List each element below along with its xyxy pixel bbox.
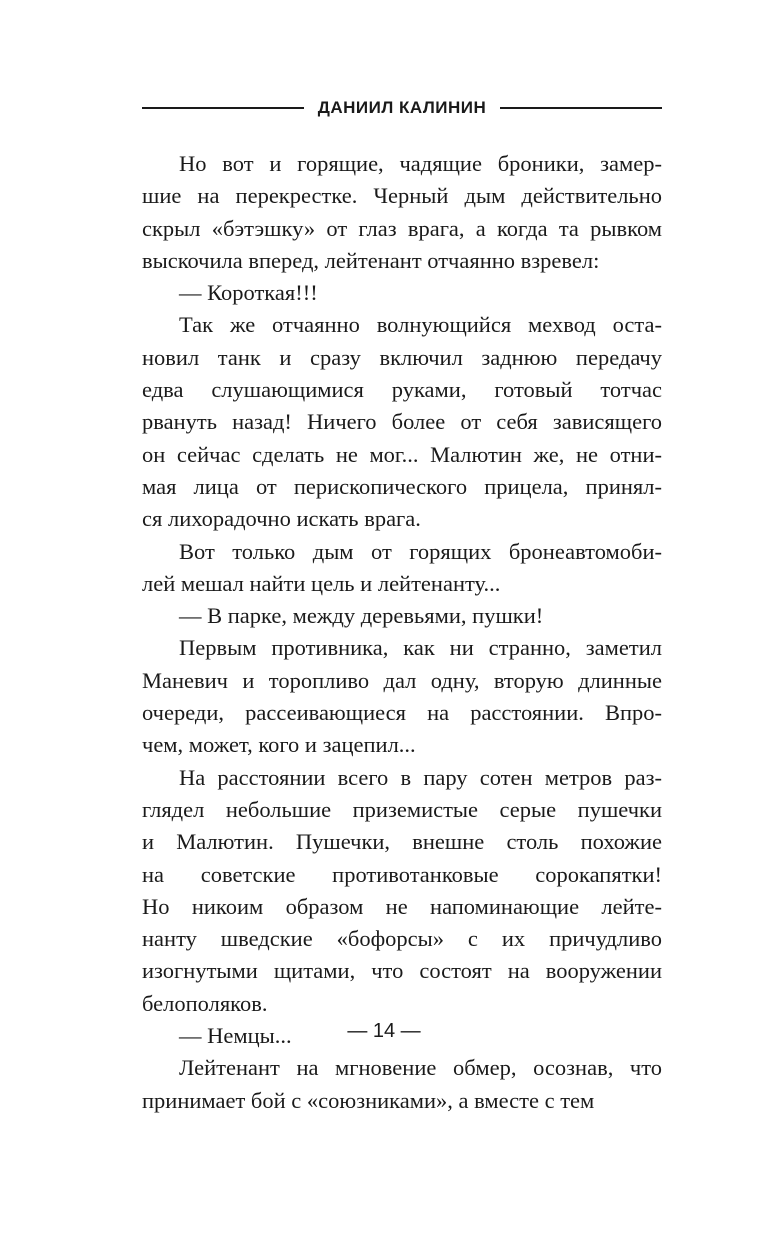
text-line: Так же отчаянно волнующийся мехвод оста-	[179, 312, 662, 338]
body-text	[142, 148, 662, 1117]
text-line: Первым противника, как ни странно, заметил	[179, 635, 662, 661]
text-line: Лейтенант на мгновение обмер, осознав, что	[179, 1055, 662, 1081]
text-line: Маневич и торопливо дал одну, вторую длинные	[142, 667, 662, 693]
text-line: выскочила вперед, лейтенант отчаянно взревел:	[142, 247, 600, 273]
text-line: лей мешал найти цель и лейтенанту...	[142, 570, 501, 596]
text-line: мая лица от перископического прицела, принял-	[142, 473, 662, 499]
text-line: — Короткая!!!	[179, 280, 318, 306]
text-line: едва слушающимися руками, готовый тотчас	[142, 377, 662, 403]
text-line: новил танк и сразу включил заднюю передачу	[142, 344, 662, 370]
text-line: на советские противотанковые сорокапятки!	[142, 861, 662, 887]
header-rule-left	[142, 107, 304, 109]
page-number: — 14 —	[347, 1020, 421, 1042]
text-line: он сейчас сделать не мог... Малютин же, не отни-	[142, 441, 662, 467]
text-line: белополяков.	[142, 990, 268, 1016]
text-line: нанту шведские «бофорсы» с их причудливо	[142, 926, 662, 952]
text-line: шие на перекрестке. Черный дым действительно	[142, 183, 662, 209]
header-rule-right	[500, 107, 662, 109]
text-line: принимает бой с «союзниками», а вместе с тем	[142, 1087, 595, 1113]
text-line: и Малютин. Пушечки, внешне столь похожие	[142, 829, 662, 855]
text-line: Но никоим образом не напоминающие лейте-	[142, 893, 662, 919]
text-line: глядел небольшие приземистые серые пушечки	[142, 796, 662, 822]
text-line: изогнутыми щитами, что состоят на вооружении	[142, 958, 662, 984]
text-line: очереди, рассеивающиеся на расстоянии. Впро-	[142, 700, 662, 726]
running-head	[142, 94, 662, 122]
text-line: — В парке, между деревьями, пушки!	[179, 603, 544, 629]
text-line: чем, может, кого и зацепил...	[142, 732, 416, 758]
text-line: скрыл «бэтэшку» от глаз врага, а когда та рывком	[142, 215, 662, 241]
text-line: Но вот и горящие, чадящие броники, замер-	[179, 151, 662, 176]
text-line: рвануть назад! Ничего более от себя зависящего	[142, 409, 662, 435]
text-line: — Немцы...	[179, 1023, 292, 1049]
author-name: ДАНИИЛ КАЛИНИН	[317, 98, 487, 117]
text-line: Вот только дым от горящих бронеавтомоби-	[179, 538, 662, 564]
text-line: На расстоянии всего в пару сотен метров раз-	[179, 764, 662, 790]
text-line: ся лихорадочно искать врага.	[142, 506, 421, 532]
